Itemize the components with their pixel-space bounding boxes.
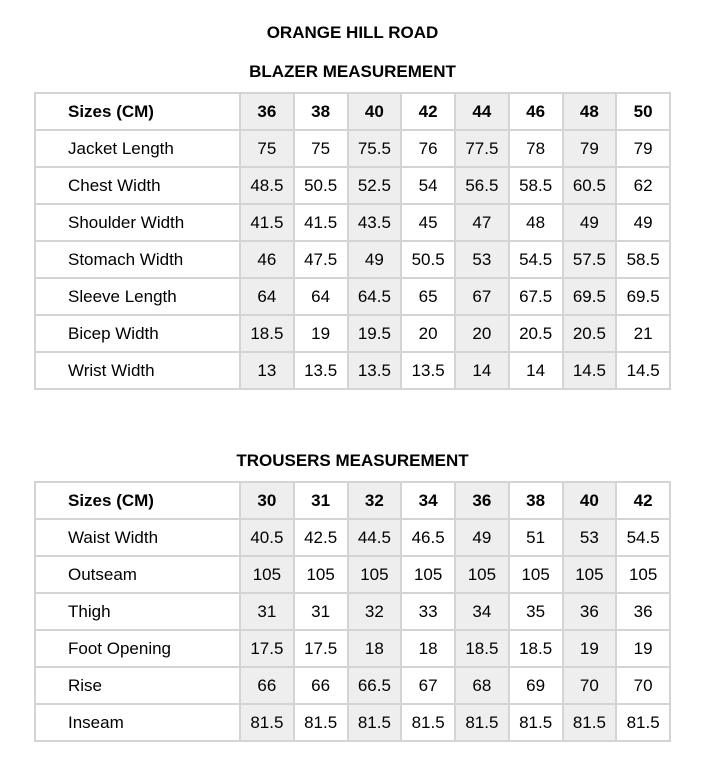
blazer-measurement-value: 49	[348, 241, 402, 278]
blazer-measurement-value: 58.5	[509, 167, 563, 204]
trousers-table-row	[35, 519, 670, 556]
trousers-size-header: 32	[348, 482, 402, 519]
blazer-measurement-value: 64	[294, 278, 348, 315]
trousers-measurement-value: 36	[616, 593, 670, 630]
blazer-measurement-value: 13.5	[294, 352, 348, 389]
blazer-measurement-value: 14.5	[616, 352, 670, 389]
blazer-measurement-value: 67	[455, 278, 509, 315]
blazer-measurement-value: 69.5	[563, 278, 617, 315]
blazer-size-header: 38	[294, 93, 348, 130]
blazer-measurement-label: Stomach Width	[35, 241, 240, 278]
trousers-measurement-value: 81.5	[616, 704, 670, 741]
trousers-measurement-value: 36	[563, 593, 617, 630]
trousers-table-row	[35, 704, 670, 741]
trousers-measurement-value: 105	[563, 556, 617, 593]
trousers-header-label: Sizes (CM)	[35, 482, 240, 519]
trousers-measurement-value: 81.5	[348, 704, 402, 741]
trousers-measurement-value: 31	[240, 593, 294, 630]
trousers-measurement-value: 66	[294, 667, 348, 704]
blazer-measurement-label: Chest Width	[35, 167, 240, 204]
blazer-measurement-value: 79	[563, 130, 617, 167]
trousers-measurement-value: 81.5	[563, 704, 617, 741]
trousers-measurement-value: 19	[616, 630, 670, 667]
trousers-measurement-value: 66	[240, 667, 294, 704]
trousers-measurement-value: 18	[348, 630, 402, 667]
trousers-measurement-value: 105	[455, 556, 509, 593]
blazer-size-header: 42	[401, 93, 455, 130]
trousers-size-header: 30	[240, 482, 294, 519]
trousers-measurement-label: Waist Width	[35, 519, 240, 556]
blazer-measurement-value: 43.5	[348, 204, 402, 241]
trousers-measurement-value: 81.5	[509, 704, 563, 741]
blazer-table-row	[35, 130, 670, 167]
blazer-table-row	[35, 241, 670, 278]
trousers-size-table	[34, 481, 671, 742]
trousers-measurement-label: Outseam	[35, 556, 240, 593]
blazer-measurement-value: 69.5	[616, 278, 670, 315]
blazer-measurement-label: Bicep Width	[35, 315, 240, 352]
trousers-measurement-value: 46.5	[401, 519, 455, 556]
blazer-size-table	[34, 92, 671, 390]
blazer-measurement-value: 62	[616, 167, 670, 204]
trousers-size-header: 36	[455, 482, 509, 519]
blazer-measurement-value: 54.5	[509, 241, 563, 278]
trousers-measurement-value: 70	[616, 667, 670, 704]
blazer-measurement-value: 13.5	[401, 352, 455, 389]
blazer-measurement-value: 20.5	[509, 315, 563, 352]
blazer-measurement-value: 41.5	[240, 204, 294, 241]
trousers-measurement-value: 19	[563, 630, 617, 667]
blazer-measurement-label: Shoulder Width	[35, 204, 240, 241]
trousers-measurement-value: 105	[294, 556, 348, 593]
trousers-measurement-value: 53	[563, 519, 617, 556]
blazer-measurement-value: 46	[240, 241, 294, 278]
blazer-measurement-value: 19.5	[348, 315, 402, 352]
blazer-measurement-value: 54	[401, 167, 455, 204]
blazer-measurement-value: 56.5	[455, 167, 509, 204]
blazer-measurement-value: 60.5	[563, 167, 617, 204]
blazer-measurement-value: 76	[401, 130, 455, 167]
trousers-measurement-value: 81.5	[401, 704, 455, 741]
trousers-size-header: 38	[509, 482, 563, 519]
blazer-size-header: 48	[563, 93, 617, 130]
trousers-measurement-value: 81.5	[455, 704, 509, 741]
trousers-table-row	[35, 667, 670, 704]
blazer-table-title: BLAZER MEASUREMENT	[249, 62, 456, 81]
blazer-measurement-value: 13.5	[348, 352, 402, 389]
blazer-measurement-value: 49	[563, 204, 617, 241]
blazer-measurement-value: 20	[455, 315, 509, 352]
blazer-measurement-value: 57.5	[563, 241, 617, 278]
trousers-measurement-value: 18.5	[455, 630, 509, 667]
blazer-size-header: 50	[616, 93, 670, 130]
trousers-measurement-value: 35	[509, 593, 563, 630]
blazer-measurement-value: 75	[294, 130, 348, 167]
blazer-size-header: 46	[509, 93, 563, 130]
trousers-measurement-value: 42.5	[294, 519, 348, 556]
blazer-measurement-value: 21	[616, 315, 670, 352]
blazer-measurement-value: 52.5	[348, 167, 402, 204]
blazer-measurement-value: 13	[240, 352, 294, 389]
blazer-measurement-value: 79	[616, 130, 670, 167]
blazer-measurement-value: 47	[455, 204, 509, 241]
trousers-measurement-value: 105	[348, 556, 402, 593]
trousers-measurement-value: 34	[455, 593, 509, 630]
trousers-measurement-value: 17.5	[294, 630, 348, 667]
trousers-measurement-value: 105	[616, 556, 670, 593]
trousers-measurement-value: 44.5	[348, 519, 402, 556]
blazer-measurement-value: 64.5	[348, 278, 402, 315]
trousers-table-row	[35, 556, 670, 593]
trousers-measurement-value: 18.5	[509, 630, 563, 667]
trousers-measurement-value: 105	[509, 556, 563, 593]
trousers-measurement-value: 105	[240, 556, 294, 593]
blazer-measurement-value: 45	[401, 204, 455, 241]
blazer-measurement-value: 67.5	[509, 278, 563, 315]
trousers-measurement-value: 32	[348, 593, 402, 630]
blazer-table-row	[35, 204, 670, 241]
blazer-size-header: 40	[348, 93, 402, 130]
blazer-measurement-value: 41.5	[294, 204, 348, 241]
blazer-measurement-value: 14	[509, 352, 563, 389]
blazer-measurement-label: Sleeve Length	[35, 278, 240, 315]
blazer-table-row	[35, 167, 670, 204]
blazer-measurement-value: 48	[509, 204, 563, 241]
trousers-measurement-value: 49	[455, 519, 509, 556]
blazer-measurement-value: 20.5	[563, 315, 617, 352]
blazer-measurement-value: 50.5	[401, 241, 455, 278]
trousers-measurement-value: 17.5	[240, 630, 294, 667]
blazer-measurement-value: 78	[509, 130, 563, 167]
brand-title: ORANGE HILL ROAD	[266, 23, 439, 42]
trousers-measurement-value: 33	[401, 593, 455, 630]
blazer-table-row	[35, 352, 670, 389]
trousers-size-header: 34	[401, 482, 455, 519]
blazer-measurement-label: Jacket Length	[35, 130, 240, 167]
trousers-measurement-value: 105	[401, 556, 455, 593]
blazer-measurement-value: 58.5	[616, 241, 670, 278]
blazer-measurement-value: 65	[401, 278, 455, 315]
trousers-measurement-value: 67	[401, 667, 455, 704]
blazer-measurement-value: 48.5	[240, 167, 294, 204]
trousers-table-row	[35, 630, 670, 667]
blazer-table-row	[35, 315, 670, 352]
trousers-measurement-label: Inseam	[35, 704, 240, 741]
trousers-measurement-value: 81.5	[240, 704, 294, 741]
trousers-size-header: 42	[616, 482, 670, 519]
trousers-measurement-value: 54.5	[616, 519, 670, 556]
trousers-measurement-label: Rise	[35, 667, 240, 704]
trousers-measurement-label: Thigh	[35, 593, 240, 630]
blazer-measurement-value: 64	[240, 278, 294, 315]
trousers-measurement-value: 81.5	[294, 704, 348, 741]
blazer-size-header: 36	[240, 93, 294, 130]
trousers-measurement-value: 66.5	[348, 667, 402, 704]
blazer-measurement-value: 77.5	[455, 130, 509, 167]
blazer-header-row	[35, 93, 670, 130]
trousers-measurement-value: 31	[294, 593, 348, 630]
blazer-measurement-value: 18.5	[240, 315, 294, 352]
trousers-measurement-label: Foot Opening	[35, 630, 240, 667]
trousers-measurement-value: 68	[455, 667, 509, 704]
blazer-measurement-value: 53	[455, 241, 509, 278]
trousers-size-header: 31	[294, 482, 348, 519]
blazer-size-header: 44	[455, 93, 509, 130]
blazer-table-row	[35, 278, 670, 315]
blazer-header-label: Sizes (CM)	[35, 93, 240, 130]
blazer-measurement-value: 49	[616, 204, 670, 241]
trousers-measurement-value: 51	[509, 519, 563, 556]
blazer-measurement-value: 47.5	[294, 241, 348, 278]
blazer-measurement-value: 19	[294, 315, 348, 352]
blazer-measurement-label: Wrist Width	[35, 352, 240, 389]
blazer-measurement-value: 14	[455, 352, 509, 389]
trousers-table-row	[35, 593, 670, 630]
blazer-measurement-value: 50.5	[294, 167, 348, 204]
trousers-table-title: TROUSERS MEASUREMENT	[236, 451, 469, 470]
trousers-measurement-value: 69	[509, 667, 563, 704]
trousers-measurement-value: 70	[563, 667, 617, 704]
blazer-measurement-value: 75.5	[348, 130, 402, 167]
blazer-measurement-value: 75	[240, 130, 294, 167]
trousers-measurement-value: 40.5	[240, 519, 294, 556]
trousers-size-header: 40	[563, 482, 617, 519]
trousers-measurement-value: 18	[401, 630, 455, 667]
blazer-measurement-value: 14.5	[563, 352, 617, 389]
trousers-header-row	[35, 482, 670, 519]
blazer-measurement-value: 20	[401, 315, 455, 352]
